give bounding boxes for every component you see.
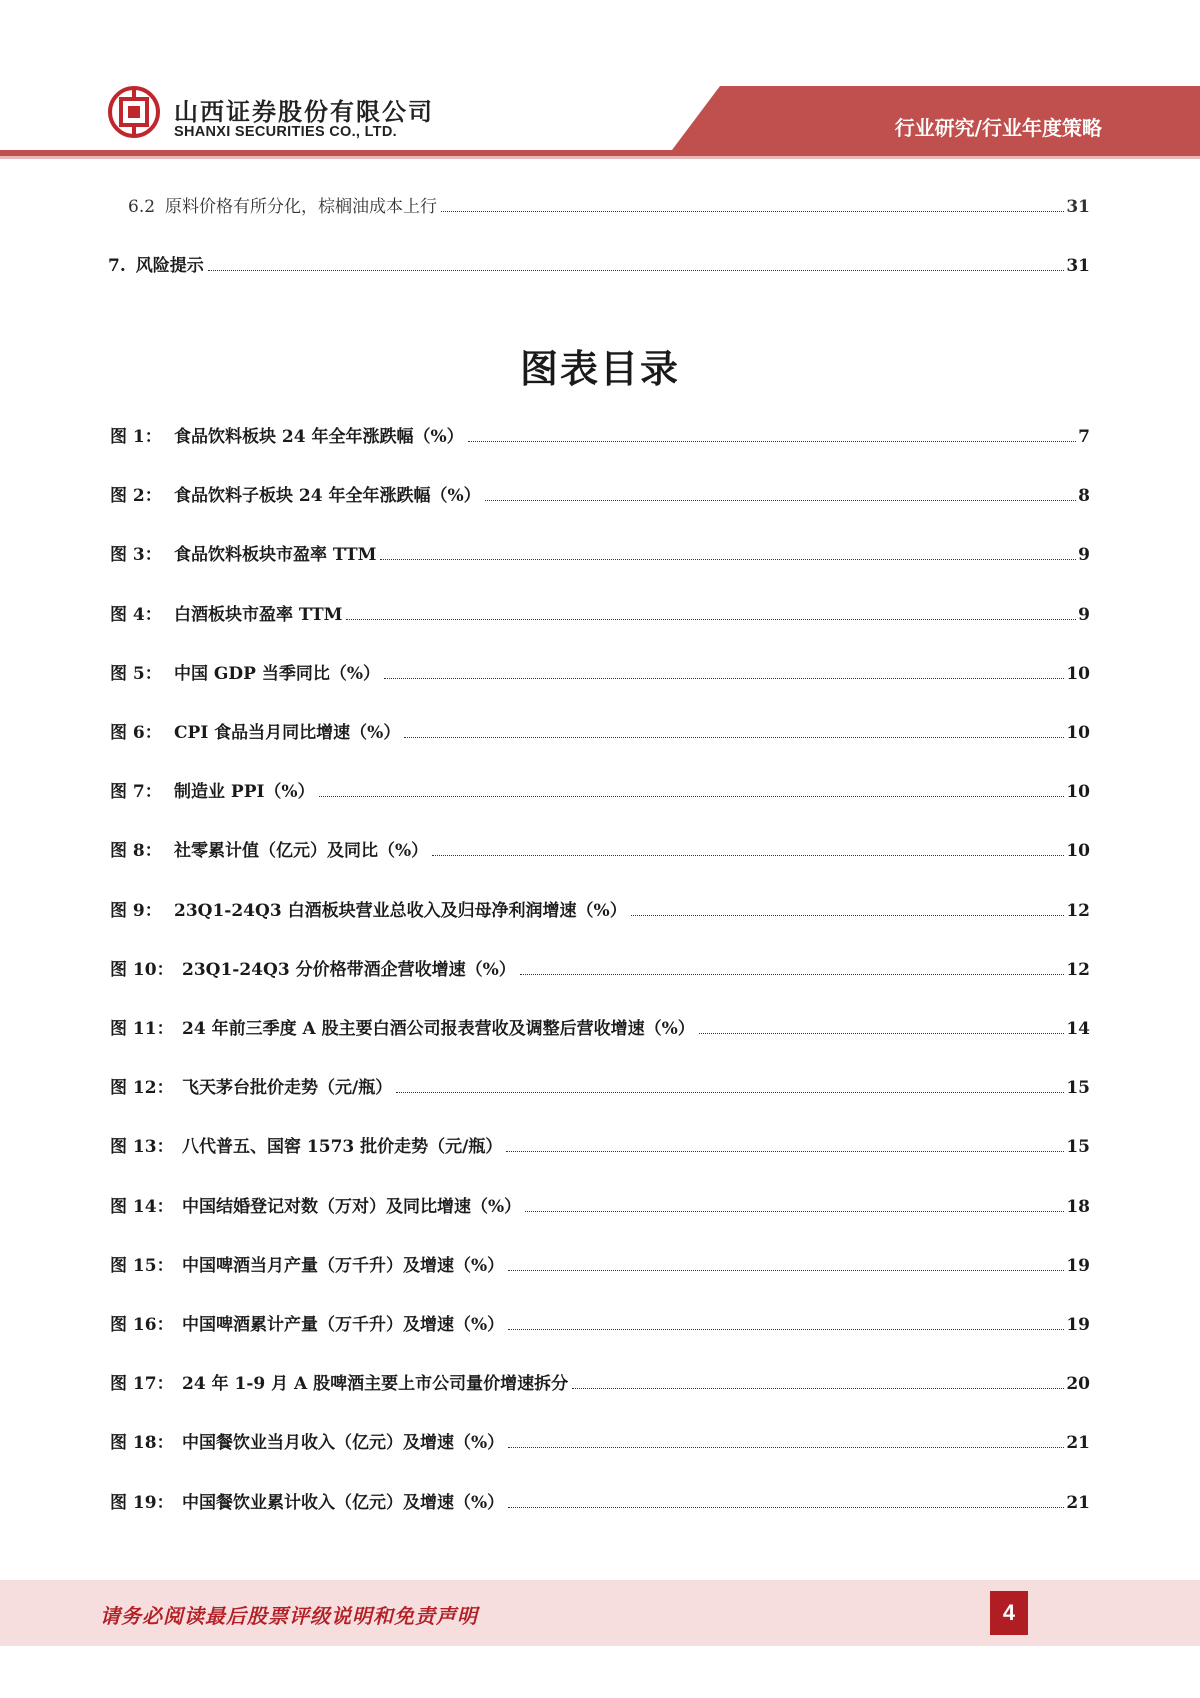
figure-title: 中国啤酒累计产量（万千升）及增速（%） <box>182 1315 505 1335</box>
figure-page-number: 15 <box>1066 1137 1090 1157</box>
figure-label: 图 8： <box>110 841 162 861</box>
toc-entry[interactable] <box>0 194 1200 220</box>
leader-dots <box>631 914 1065 916</box>
leader-dots <box>396 1091 1064 1093</box>
figure-label: 图 11： <box>110 1019 174 1039</box>
figure-label: 图 12： <box>110 1078 174 1098</box>
figure-title: 中国 GDP 当季同比（%） <box>174 664 381 684</box>
company-name-en: SHANXI SECURITIES CO., LTD. <box>174 124 397 140</box>
figure-entry[interactable] <box>0 1194 1200 1220</box>
page-number-badge: 4 <box>990 1591 1028 1635</box>
figure-title: 飞天茅台批价走势（元/瓶） <box>182 1078 393 1098</box>
figure-entry[interactable] <box>0 1312 1200 1338</box>
toc-number: 7. <box>108 256 126 276</box>
figure-title: 白酒板块市盈率 TTM <box>174 605 343 625</box>
figure-page-number: 8 <box>1078 486 1090 506</box>
disclaimer-notice[interactable]: 请务必阅读最后股票评级说明和免责声明 <box>100 1604 478 1628</box>
leader-dots <box>520 973 1065 975</box>
figure-label: 图 1： <box>110 427 162 447</box>
figures-heading: 图表目录 <box>519 347 680 391</box>
figure-title: 中国餐饮业累计收入（亿元）及增速（%） <box>182 1493 505 1513</box>
figure-title: 23Q1-24Q3 分价格带酒企营收增速（%） <box>182 960 516 980</box>
figure-label: 图 17： <box>110 1374 174 1394</box>
figure-title: 食品饮料板块 24 年全年涨跌幅（%） <box>174 427 464 447</box>
toc-title: 原料价格有所分化，棕榈油成本上行 <box>165 197 438 217</box>
figure-title: 中国餐饮业当月收入（亿元）及增速（%） <box>182 1433 505 1453</box>
figure-page-number: 12 <box>1066 901 1090 921</box>
figure-label: 图 19： <box>110 1493 174 1513</box>
leader-dots <box>468 440 1077 442</box>
company-name-cn: 山西证券股份有限公司 <box>174 98 434 126</box>
figure-entry[interactable] <box>0 720 1200 746</box>
leader-dots <box>380 558 1076 560</box>
leader-dots <box>441 210 1064 212</box>
figure-page-number: 21 <box>1066 1433 1090 1453</box>
leader-dots <box>508 1506 1064 1508</box>
toc-title: 风险提示 <box>135 256 204 276</box>
figure-title: CPI 食品当月同比增速（%） <box>174 723 401 743</box>
figure-page-number: 15 <box>1066 1078 1090 1098</box>
figure-entry[interactable] <box>0 838 1200 864</box>
toc-page-number: 31 <box>1066 197 1090 217</box>
figure-label: 图 5： <box>110 664 162 684</box>
figure-entry[interactable] <box>0 1253 1200 1279</box>
figure-page-number: 19 <box>1066 1315 1090 1335</box>
figure-entry[interactable] <box>0 898 1200 924</box>
leader-dots <box>572 1387 1064 1389</box>
figure-entry[interactable] <box>0 661 1200 687</box>
leader-dots <box>699 1032 1065 1034</box>
toc-entry[interactable] <box>0 253 1200 279</box>
figure-title: 24 年前三季度 A 股主要白酒公司报表营收及调整后营收增速（%） <box>182 1019 695 1039</box>
leader-dots <box>508 1269 1064 1271</box>
figure-label: 图 6： <box>110 723 162 743</box>
leader-dots <box>485 499 1077 501</box>
leader-dots <box>508 1328 1064 1330</box>
figure-entry[interactable] <box>0 1075 1200 1101</box>
leader-dots <box>525 1210 1064 1212</box>
figure-label: 图 10： <box>110 960 174 980</box>
figure-page-number: 18 <box>1066 1197 1090 1217</box>
figure-label: 图 16： <box>110 1315 174 1335</box>
company-logo-icon <box>108 86 160 138</box>
report-category: 行业研究/行业年度策略 <box>894 116 1102 140</box>
leader-dots <box>384 677 1064 679</box>
figure-label: 图 2： <box>110 486 162 506</box>
page-footer <box>0 1580 1200 1646</box>
figure-label: 图 7： <box>110 782 162 802</box>
figure-entry[interactable] <box>0 483 1200 509</box>
figure-title: 23Q1-24Q3 白酒板块营业总收入及归母净利润增速（%） <box>174 901 627 921</box>
figure-title: 24 年 1-9 月 A 股啤酒主要上市公司量价增速拆分 <box>182 1374 569 1394</box>
figure-page-number: 14 <box>1066 1019 1090 1039</box>
leader-dots <box>319 795 1065 797</box>
figure-title: 食品饮料子板块 24 年全年涨跌幅（%） <box>174 486 481 506</box>
figure-entry[interactable] <box>0 1430 1200 1456</box>
figure-label: 图 18： <box>110 1433 174 1453</box>
figure-title: 八代普五、国窖 1573 批价走势（元/瓶） <box>182 1137 503 1157</box>
figure-title: 制造业 PPI（%） <box>174 782 315 802</box>
figure-entry[interactable] <box>0 602 1200 628</box>
figure-title: 中国啤酒当月产量（万千升）及增速（%） <box>182 1256 505 1276</box>
figure-entry[interactable] <box>0 1016 1200 1042</box>
figure-page-number: 10 <box>1066 841 1090 861</box>
figure-title: 社零累计值（亿元）及同比（%） <box>174 841 429 861</box>
leader-dots <box>346 618 1076 620</box>
toc-number: 6.2 <box>128 197 156 217</box>
figure-label: 图 13： <box>110 1137 174 1157</box>
figure-label: 图 9： <box>110 901 162 921</box>
figure-label: 图 14： <box>110 1197 174 1217</box>
toc-page-number: 31 <box>1066 256 1090 276</box>
leader-dots <box>404 736 1064 738</box>
leader-dots <box>506 1150 1064 1152</box>
leader-dots <box>508 1446 1064 1448</box>
figure-page-number: 10 <box>1066 723 1090 743</box>
figure-entry[interactable] <box>0 1371 1200 1397</box>
figure-page-number: 10 <box>1066 782 1090 802</box>
figure-entry[interactable] <box>0 779 1200 805</box>
leader-dots <box>432 854 1064 856</box>
figure-page-number: 19 <box>1066 1256 1090 1276</box>
figure-page-number: 9 <box>1078 605 1090 625</box>
figure-entry[interactable] <box>0 1490 1200 1516</box>
figure-page-number: 20 <box>1066 1374 1090 1394</box>
figure-entry[interactable] <box>0 957 1200 983</box>
leader-dots <box>208 269 1065 271</box>
figure-entry[interactable] <box>0 1134 1200 1160</box>
figure-page-number: 21 <box>1066 1493 1090 1513</box>
figure-entry[interactable] <box>0 542 1200 568</box>
figure-page-number: 10 <box>1066 664 1090 684</box>
figure-title: 食品饮料板块市盈率 TTM <box>174 545 377 565</box>
figure-label: 图 3： <box>110 545 162 565</box>
figure-title: 中国结婚登记对数（万对）及同比增速（%） <box>182 1197 522 1217</box>
figure-label: 图 15： <box>110 1256 174 1276</box>
figure-page-number: 12 <box>1066 960 1090 980</box>
page-header <box>0 0 1200 165</box>
figure-label: 图 4： <box>110 605 162 625</box>
figure-page-number: 9 <box>1078 545 1090 565</box>
figure-entry[interactable] <box>0 424 1200 450</box>
figure-page-number: 7 <box>1078 427 1090 447</box>
